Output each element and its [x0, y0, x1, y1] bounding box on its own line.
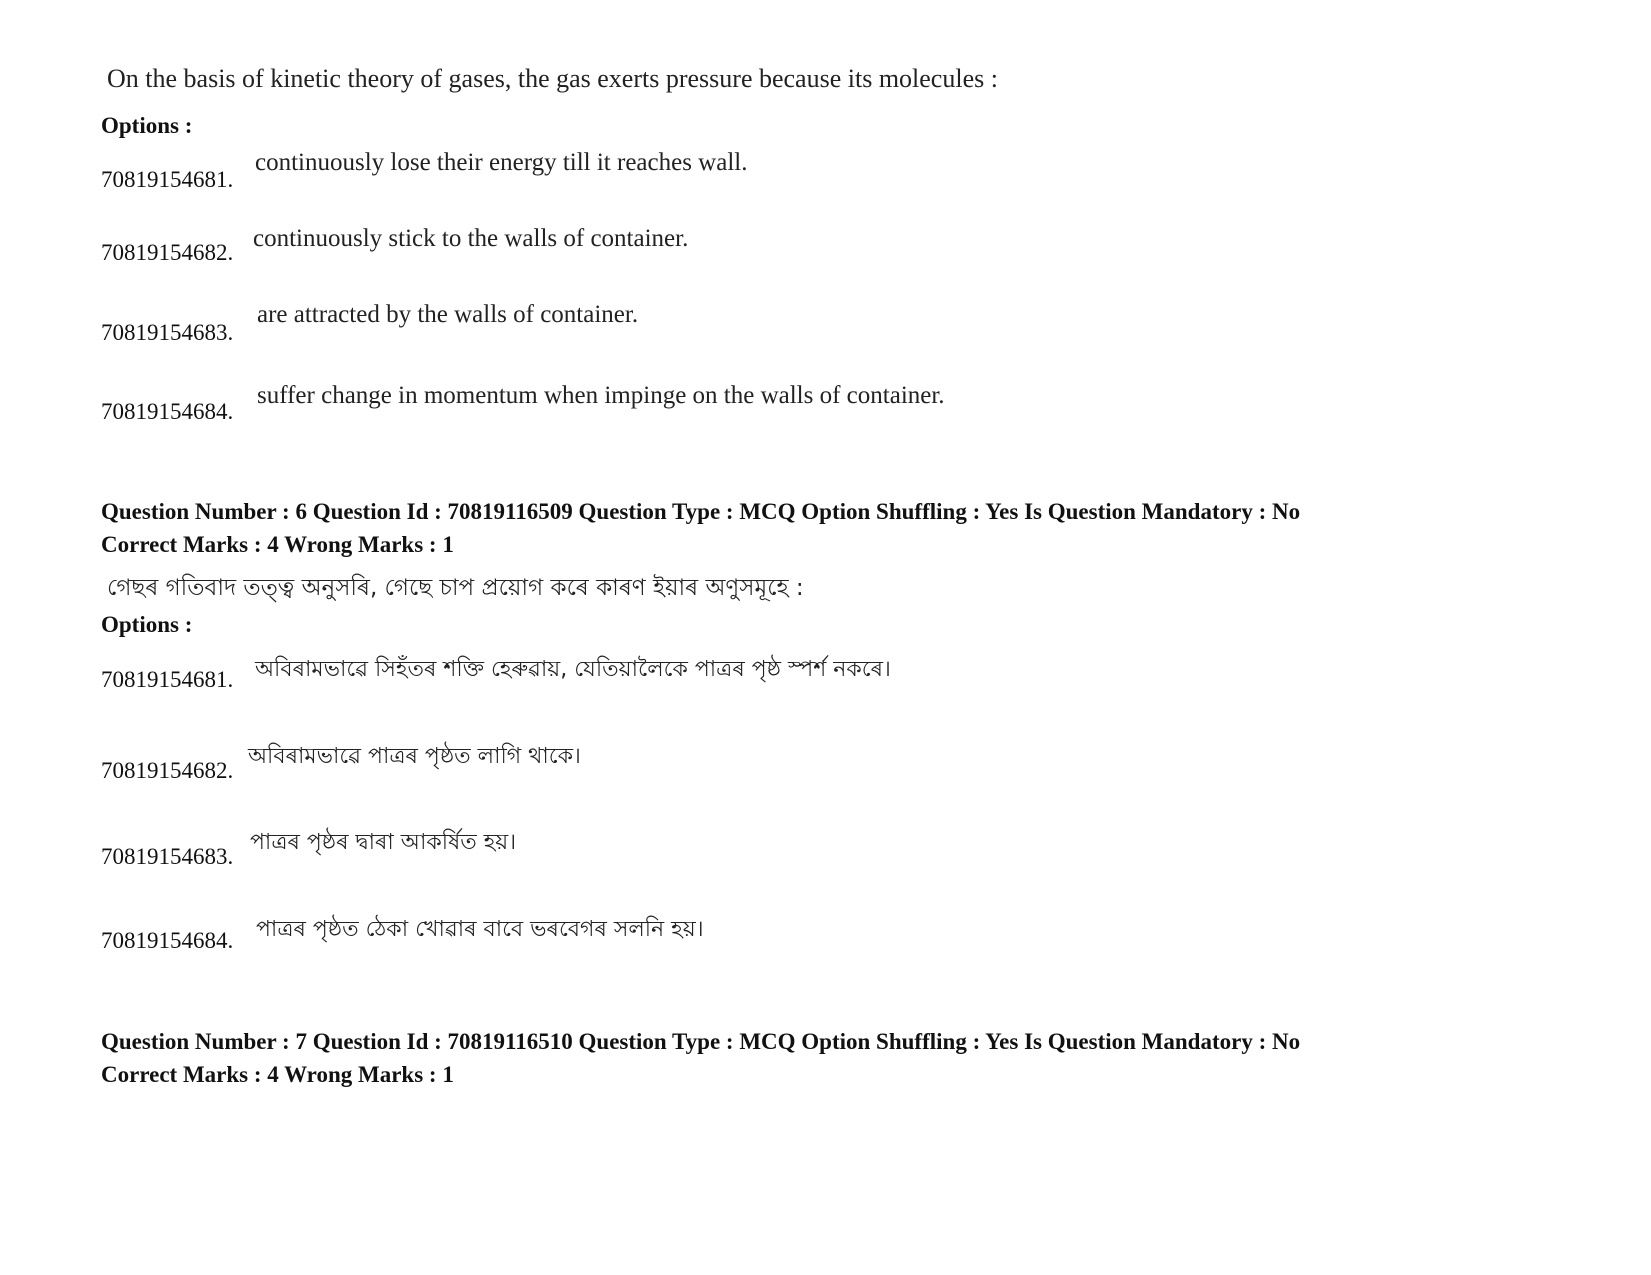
- question-header-line1: Question Number : 7 Question Id : 70819116510 Question Type : MCQ Option Shuffling : Yes Is Question Mandatory : No: [101, 1029, 1301, 1054]
- option-text: অবিৰামভাৱে পাত্ৰৰ পৃষ্ঠত লাগি থাকে।: [248, 744, 581, 769]
- question-header-line1: Question Number : 6 Question Id : 70819116509 Question Type : MCQ Option Shuffling : Yes Is Question Mandatory : No: [101, 499, 1301, 524]
- option-text: continuously lose their energy till it reaches wall.: [255, 149, 748, 176]
- option-text: পাত্ৰৰ পৃষ্ঠৰ দ্বাৰা আকৰ্ষিত হয়।: [250, 830, 517, 855]
- option-text: continuously stick to the walls of container.: [253, 225, 689, 252]
- option-id: 70819154681.: [101, 167, 234, 192]
- option-id: 70819154684.: [101, 399, 234, 424]
- options-label: Options :: [101, 113, 193, 138]
- option-id: 70819154682.: [101, 758, 234, 783]
- option-id: 70819154682.: [101, 240, 234, 265]
- question-header-line2: Correct Marks : 4 Wrong Marks : 1: [101, 532, 454, 557]
- option-text: are attracted by the walls of container.: [257, 301, 639, 328]
- option-text: suffer change in momentum when impinge on the walls of container.: [257, 382, 945, 409]
- question-text-english: On the basis of kinetic theory of gases, the gas exerts pressure because its molecules :: [107, 64, 998, 93]
- question-header-line2: Correct Marks : 4 Wrong Marks : 1: [101, 1062, 454, 1087]
- options-label: Options :: [101, 612, 193, 637]
- option-id: 70819154681.: [101, 667, 234, 692]
- option-text: অবিৰামভাৱে সিহঁতৰ শক্তি হেৰুৱায়, যেতিয়ালৈকে পাত্ৰৰ পৃষ্ঠ স্পৰ্শ নকৰে।: [255, 657, 891, 682]
- option-id: 70819154683.: [101, 844, 234, 869]
- option-text: পাত্ৰৰ পৃষ্ঠত ঠেকা খোৱাৰ বাবে ভৰবেগৰ সলনি হয়।: [256, 917, 704, 942]
- option-id: 70819154683.: [101, 320, 234, 345]
- option-id: 70819154684.: [101, 928, 234, 953]
- question-text-assamese: গেছৰ গতিবাদ তত্ত্ব অনুসৰি, গেছে চাপ প্ৰয়োগ কৰে কাৰণ ইয়াৰ অণুসমূহে :: [107, 575, 804, 601]
